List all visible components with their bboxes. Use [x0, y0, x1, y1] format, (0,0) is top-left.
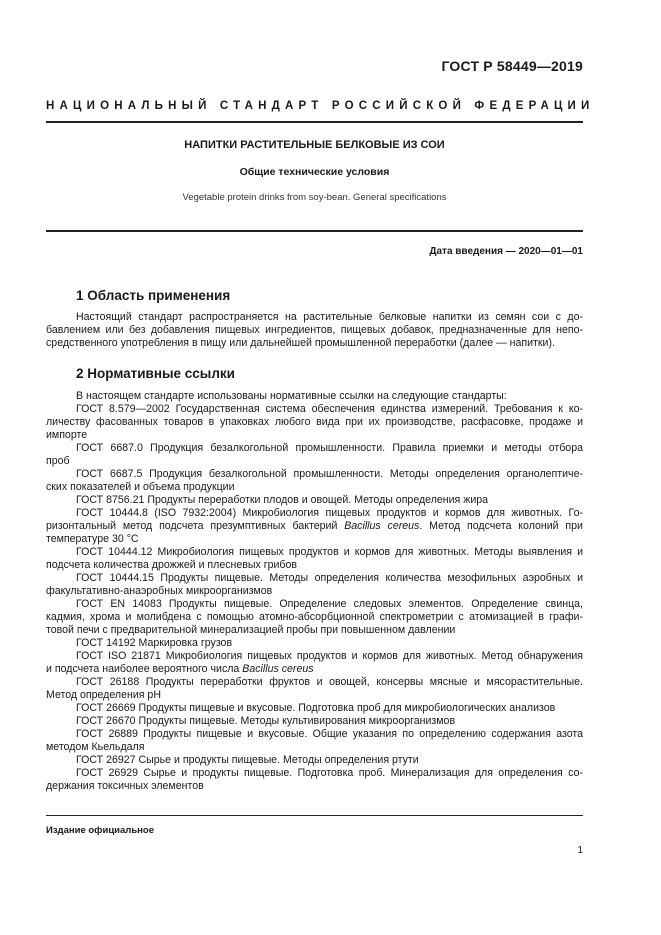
section-scope-text	[46, 311, 583, 350]
footer-rule	[46, 815, 583, 816]
text-line: В настоящем стандарте использованы нормативные ссылки на следующие стандарты:	[76, 390, 507, 402]
introduction-date: Дата введения — 2020—01—01	[429, 246, 583, 257]
text-line: Настоящий стандарт распространяется на растительные белковые напитки из семян сои с до-	[76, 311, 583, 323]
text-line: товой печи с предварительной минерализацией пробы при повышенном давлении	[46, 624, 456, 636]
text-line: бавлением или без добавления пищевых ингредиентов, пищевых добавок, предназначенные для непо-	[46, 324, 583, 336]
text-line: держания токсичных элементов	[46, 780, 204, 792]
text-line: проб	[46, 455, 70, 467]
text-line: ГОСТ 14192 Маркировка грузов	[76, 637, 233, 649]
text-line: факультативно-анаэробных микроорганизмов	[46, 585, 273, 597]
text-line: ГОСТ 26889 Продукты пищевые и вкусовые. Общие указания по определению содержания азота	[76, 728, 583, 740]
text-line: методом Кьельдаля	[46, 741, 145, 753]
text-line: Метод определения рН	[46, 689, 161, 701]
text-line: подсчета количества дрожжей и плесневых грибов	[46, 559, 298, 571]
text-line: ГОСТ 10444.8 (ISO 7932:2004) Микробиология пищевых продуктов и кормов для животных. Го-	[76, 507, 583, 519]
title-rule	[46, 230, 583, 232]
text-line: ГОСТ 10444.15 Продукты пищевые. Методы определения количества мезофильных аэробных и	[76, 572, 583, 584]
document-subtitle: Общие технические условия	[239, 166, 390, 178]
section-heading-scope: 1 Область применения	[76, 288, 231, 303]
page-number: 1	[577, 845, 583, 856]
text-line: ГОСТ 26670 Продукты пищевые. Методы культивирования микроорганизмов	[76, 715, 456, 727]
national-standard-banner: НАЦИОНАЛЬНЫЙ СТАНДАРТ РОССИЙСКОЙ ФЕДЕРАЦИИ	[46, 100, 595, 112]
section-references-text	[46, 390, 583, 793]
text-line: температуре 30 °С	[46, 533, 139, 545]
text-line: ГОСТ 10444.12 Микробиология пищевых продуктов и кормов для животных. Методы выявления и	[76, 546, 583, 558]
text-line: ГОСТ ISO 21871 Микробиология пищевых продуктов и кормов для животных. Метод обнаружения	[76, 650, 583, 662]
header-rule	[46, 121, 583, 123]
text-line: ГОСТ 26188 Продукты переработки фруктов и овощей, консервы мясные и мясорастительные.	[76, 676, 583, 688]
document-title: НАПИТКИ РАСТИТЕЛЬНЫЕ БЕЛКОВЫЕ ИЗ СОИ	[184, 139, 445, 151]
text-line: и подсчета наиболее вероятного числа Bacillus cereus	[46, 663, 314, 675]
text-line: средственного употребления в пищу или дальнейшей промышленной переработки (далее — напитки).	[46, 337, 555, 349]
text-line: ГОСТ 26927 Сырье и продукты пищевые. Методы определения ртути	[76, 754, 419, 766]
text-line: ских показателей и объема продукции	[46, 481, 235, 493]
text-line: ризонтальный метод подсчета презумптивных бактерий Bacillus cereus. Метод подсчета колоний при	[46, 520, 583, 532]
text-line: ГОСТ 6687.5 Продукция безалкогольной промышленности. Методы определения органолептиче-	[76, 468, 583, 480]
text-line: ГОСТ 8756.21 Продукты переработки плодов и овощей. Методы определения жира	[76, 494, 489, 506]
text-line: ГОСТ 26669 Продукты пищевые и вкусовые. Подготовка проб для микробиологических анализов	[76, 702, 556, 714]
text-line: кадмия, хрома и молибдена с помощью атомно-абсорбционной спектрометрии с атомизацией в графи-	[46, 611, 583, 623]
section-heading-references: 2 Нормативные ссылки	[76, 366, 235, 381]
edition-note: Издание официальное	[46, 825, 154, 836]
text-line: ГОСТ 6687.0 Продукция безалкогольной промышленности. Правила приемки и методы отбора	[76, 442, 583, 454]
text-line: ГОСТ EN 14083 Продукты пищевые. Определение следовых элементов. Определение свинца,	[76, 598, 583, 610]
standard-code: ГОСТ Р 58449—2019	[441, 58, 583, 74]
document-title-english: Vegetable protein drinks from soy-bean. General specifications	[182, 192, 447, 203]
text-line: ГОСТ 8.579—2002 Государственная система обеспечения единства измерений. Требования к ко-	[76, 403, 583, 415]
text-line: импорте	[46, 429, 88, 441]
text-line: ГОСТ 26929 Сырье и продукты пищевые. Подготовка проб. Минерализация для определения со-	[76, 767, 583, 779]
text-line: личеству фасованных товаров в упаковках любого вида при их производстве, расфасовке, продаже и	[46, 416, 583, 428]
